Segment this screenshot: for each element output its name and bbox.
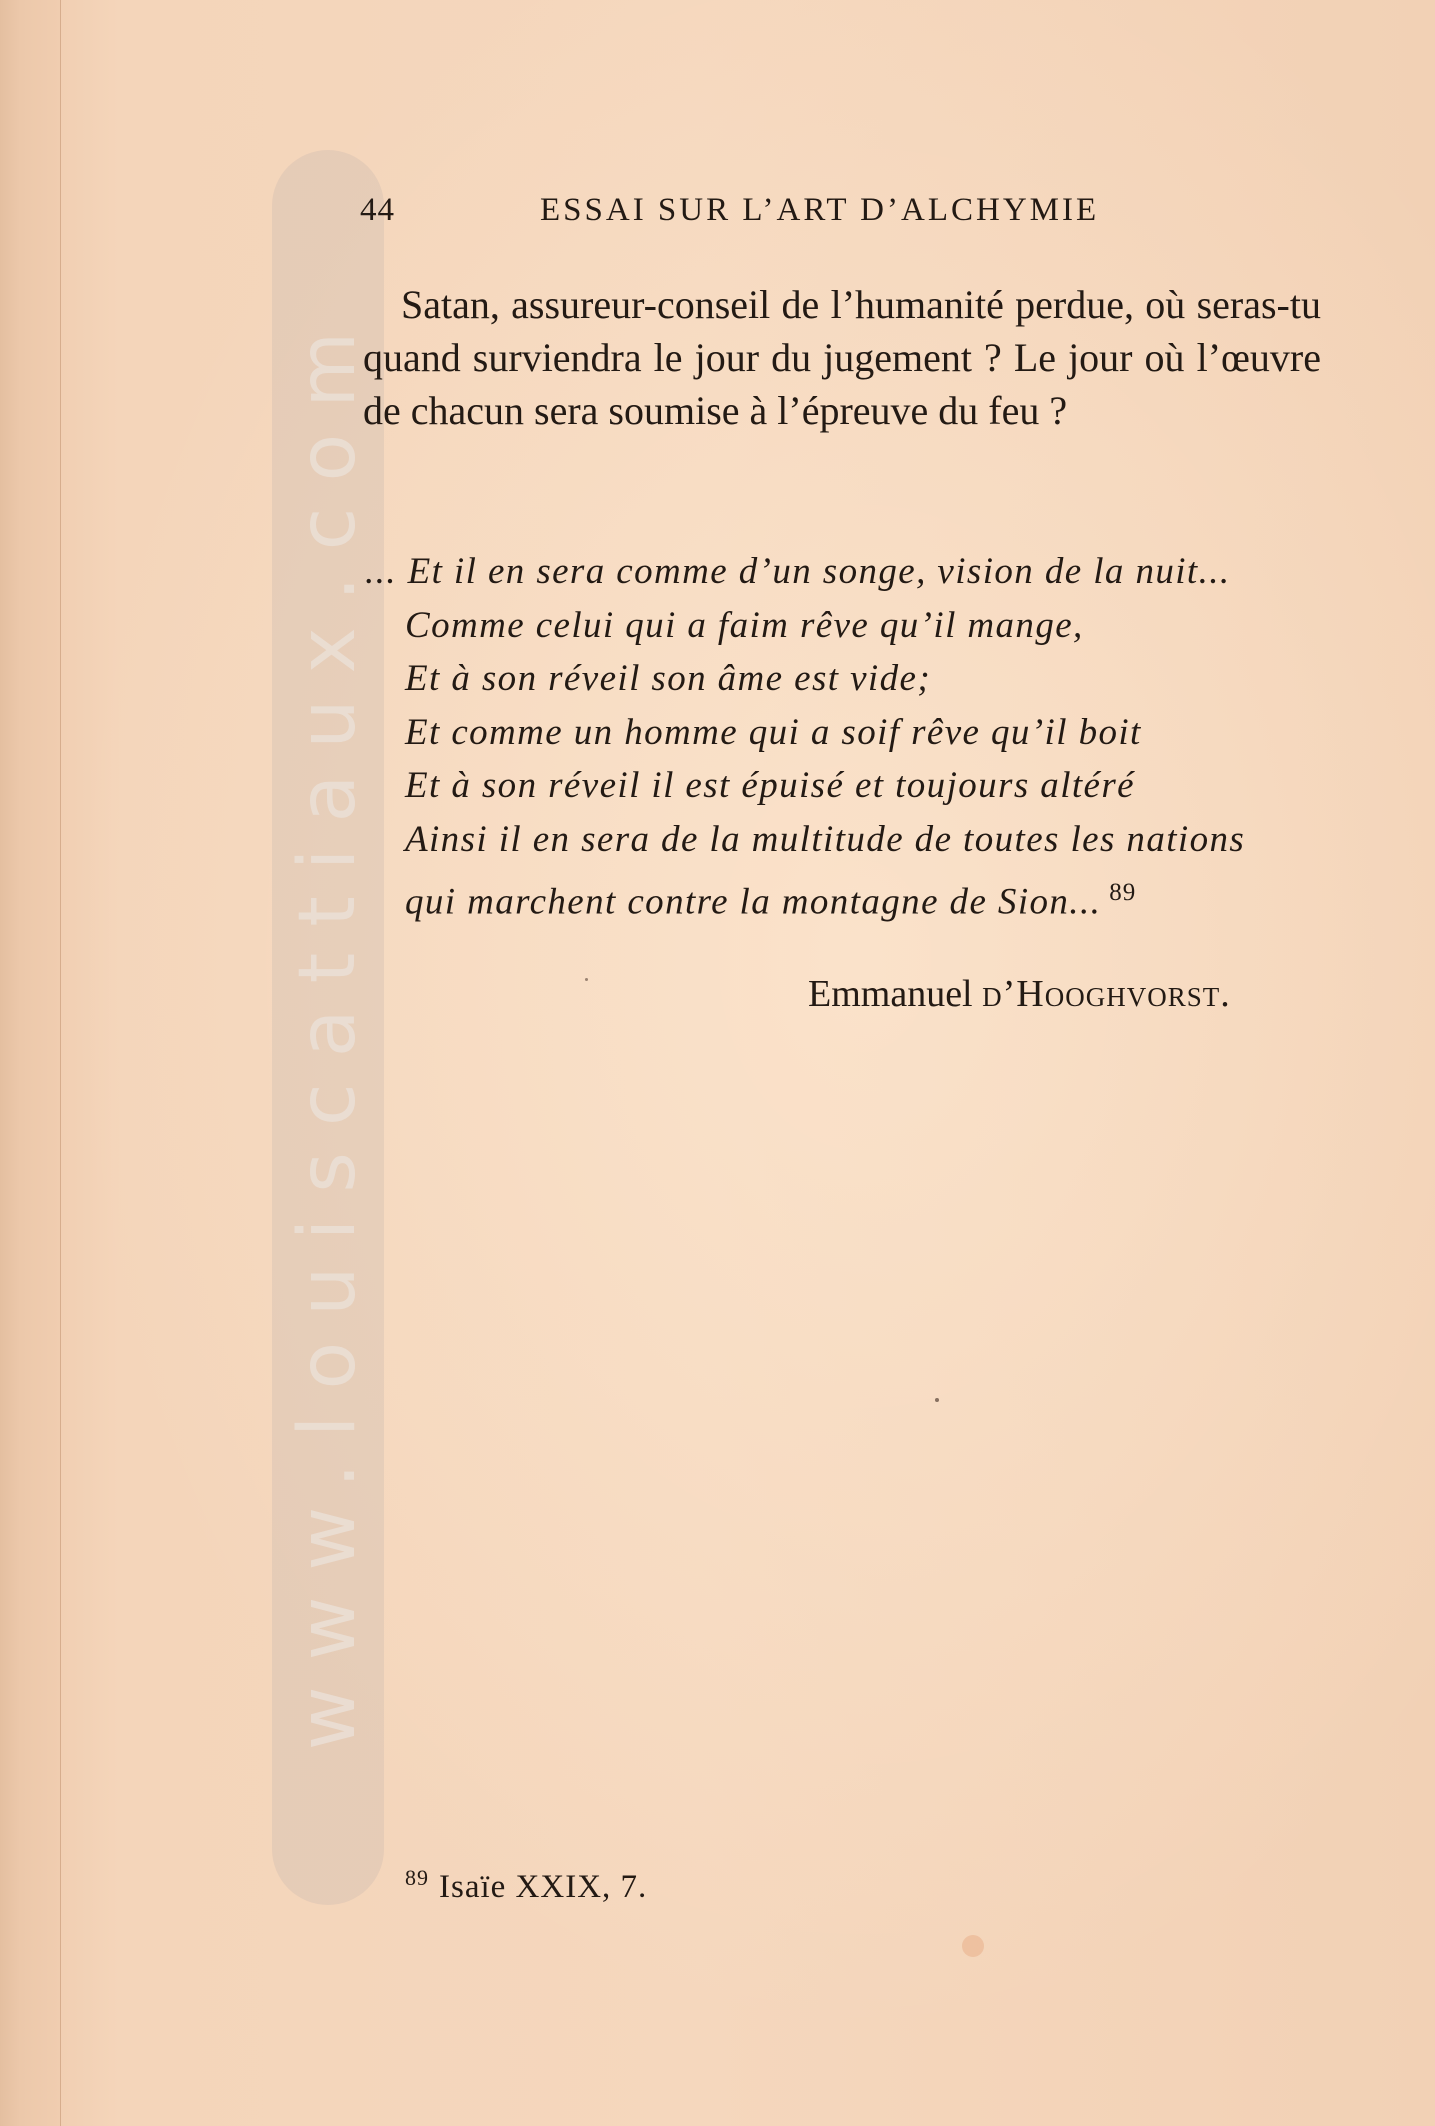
verse-line: Et à son réveil son âme est vide;: [405, 658, 932, 699]
signature-first-name: Emmanuel: [808, 973, 973, 1015]
paper-stain: [585, 978, 588, 981]
verse-line: Et comme un homme qui a soif rêve qu’il boit: [405, 711, 1142, 753]
verse-quotation: [365, 545, 1335, 929]
page-edge: [0, 0, 61, 2126]
running-header: [360, 192, 1150, 236]
verse-line: ... Et il en sera comme d’un songe, vision de la nuit...: [365, 551, 1231, 592]
running-title: ESSAI SUR L’ART D’ALCHYMIE: [540, 192, 1100, 228]
footnote-reference: 89: [1109, 879, 1137, 906]
paper-stain: [935, 1398, 939, 1402]
verse-line-last: [365, 866, 1335, 929]
verse-line: Ainsi il en sera de la multitude de toutes les nations: [405, 818, 1246, 860]
verse-line: Et à son réveil il est épuisé et toujours altéré: [405, 765, 1136, 806]
body-paragraph: Satan, assureur-conseil de l’humanité perdue, où seras-tu quand surviendra le jour du jugement ? Le jour où l’œuvre de chacun sera soumise à l’épreuve du feu ?: [363, 282, 1321, 433]
footnote-number: 89: [405, 1865, 429, 1890]
paper-stain: [962, 1935, 984, 1957]
page-number: 44: [360, 192, 395, 228]
verse-line: Comme celui qui a faim rêve qu’il mange,: [405, 604, 1084, 646]
verse-text: qui marchent contre la montagne de Sion...: [405, 881, 1102, 923]
footnote-text: Isaïe XXIX, 7.: [439, 1869, 648, 1905]
signature: [808, 972, 1231, 1016]
watermark-text: www.louiscattiaux.com: [283, 305, 373, 1750]
signature-last-name: d’Hooghvorst.: [982, 973, 1231, 1015]
footnote: [405, 1865, 647, 1906]
